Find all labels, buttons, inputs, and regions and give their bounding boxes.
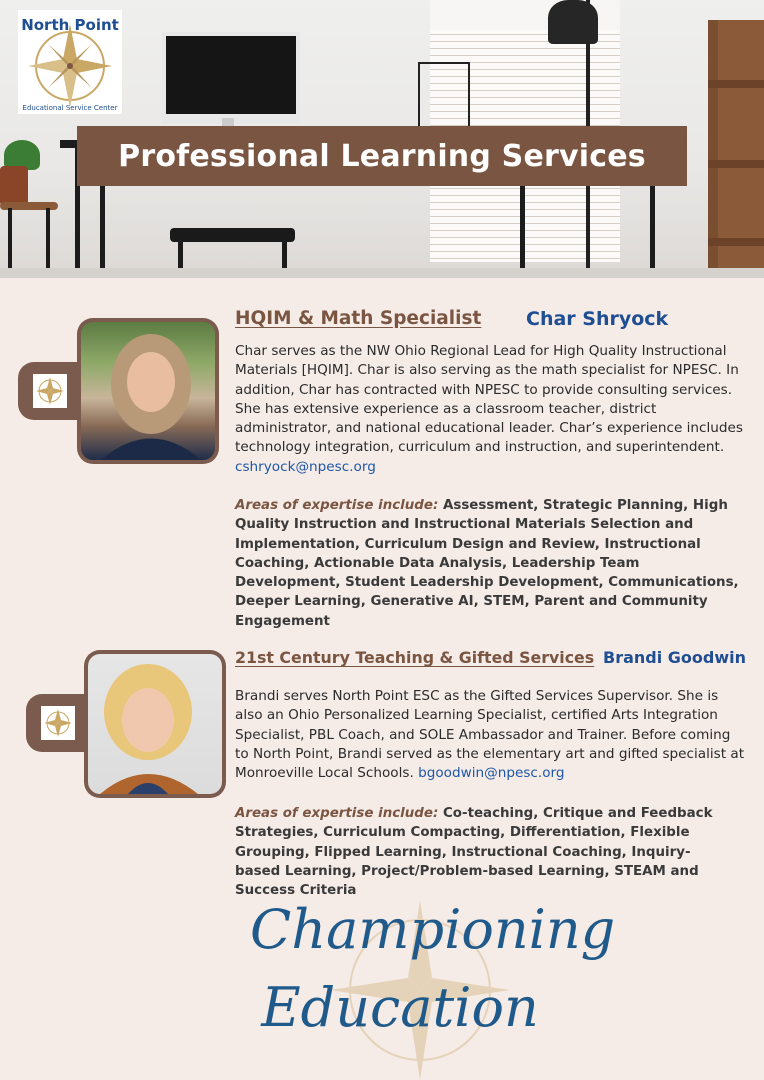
profile-role: 21st Century Teaching & Gifted Services [235, 648, 595, 667]
shelf-board [708, 160, 764, 168]
chair-seat [170, 228, 295, 242]
tagline-line2: Education [261, 976, 539, 1039]
brandi-goodwin-photo [88, 654, 222, 794]
bio-text: Brandi serves North Point ESC as the Gifted Services Supervisor. She is also an Ohio Personalized Learning Specialist, certified Arts Integration Specialist, PBL Coach, and SOLE Ambassador and Trainer. Before coming to North Point, Brandi served as the elementary art and gifted specialist at Monroeville Local Schools. [235, 688, 745, 782]
floor [0, 268, 764, 278]
stool-leg [46, 208, 50, 270]
plant-pot [0, 166, 28, 206]
lamp-icon [548, 0, 598, 44]
mini-logo-icon [41, 706, 75, 740]
expertise-list: Assessment, Strategic Planning, High Quality Instruction and Instructional Materials Selection and Implementation, Curriculum Design and Review, Instructional Coaching, Actionable Data Analysis, Leadership Team Development, Student Leadership Development, Communications, Deeper Learning, Generative AI, STEM, Parent and Community Engagement [235, 498, 739, 629]
shelf-board [708, 80, 764, 88]
expertise-lead: Areas of expertise include: [235, 498, 439, 513]
profile-bio [235, 342, 745, 477]
profile-name: Brandi Goodwin [603, 648, 747, 667]
page-title: Professional Learning Services [118, 138, 646, 174]
profile-bio [235, 687, 745, 783]
monitor-icon [162, 32, 300, 124]
email-link[interactable]: bgoodwin@npesc.org [418, 765, 565, 782]
profile-photo-frame [84, 650, 226, 798]
expertise-lead: Areas of expertise include: [235, 806, 439, 821]
house-frame-decor [418, 62, 470, 126]
profile-photo-frame [77, 318, 219, 464]
title-banner [77, 126, 687, 186]
expertise-areas [235, 804, 725, 900]
stool-leg [8, 208, 12, 270]
logo-subtext: Educational Service Center [22, 104, 118, 112]
profile-name: Char Shryock [526, 308, 669, 330]
logo-text: North Point [21, 16, 119, 34]
email-link[interactable]: cshryock@npesc.org [235, 458, 376, 475]
north-point-logo [18, 10, 122, 114]
expertise-list: Co-teaching, Critique and Feedback Strategies, Curriculum Compacting, Differentiation, Flexible Grouping, Flipped Learning, Instructional Coaching, Inquiry-based Learning, Project/Problem-based Learning, STEAM and Success Criteria [235, 806, 713, 899]
mini-logo-icon [33, 374, 67, 408]
chair-leg [178, 240, 183, 270]
bio-text: Char serves as the NW Ohio Regional Lead for High Quality Instructional Materials [HQIM]. Char is also serving as the math specialist for NPESC. In addition, Char has contracted with NPESC to provide consulting services. She has extensive experience as a classroom teacher, district administrator, and national educational leader. Char’s experience includes technology integration, curriculum and instruction, and superintendent. [235, 343, 743, 456]
profile-role: HQIM & Math Specialist [235, 308, 482, 329]
expertise-areas [235, 496, 745, 631]
chair-leg [282, 240, 287, 270]
tagline-line1: Championing [250, 898, 616, 961]
char-shryock-photo [81, 322, 215, 460]
shelf-board [708, 238, 764, 246]
